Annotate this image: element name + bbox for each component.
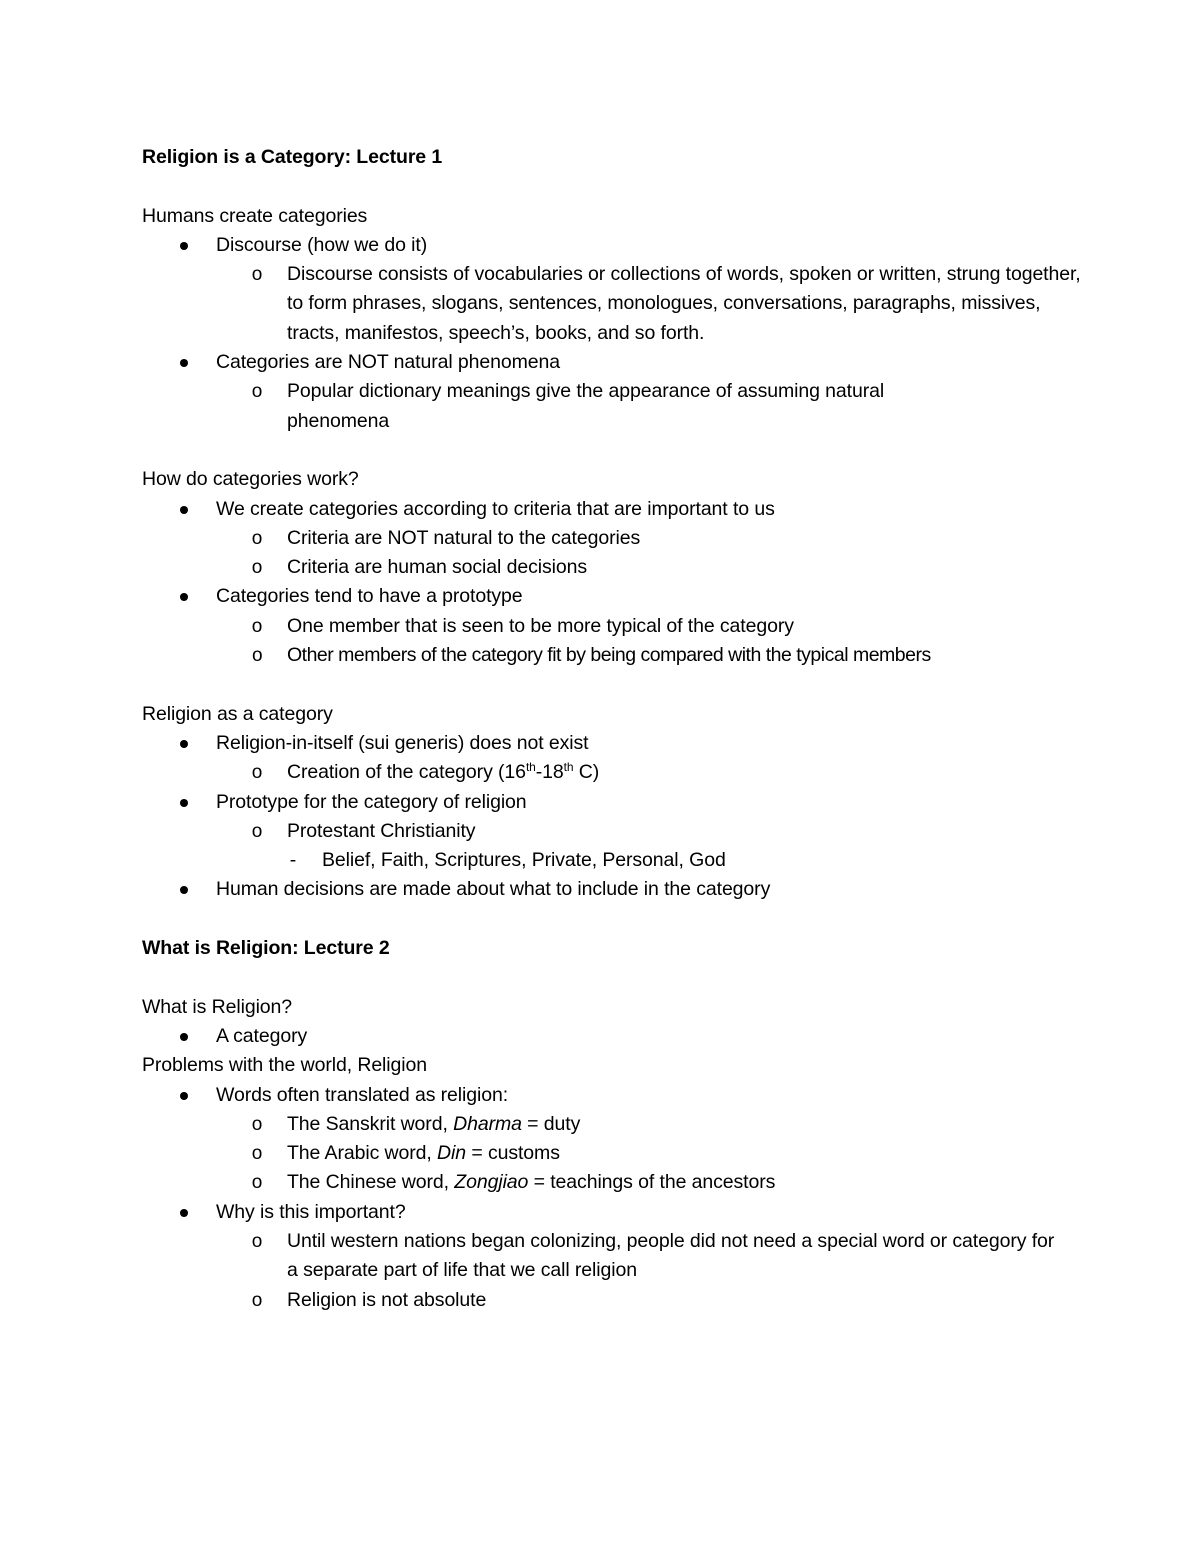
list-item (142, 729, 1082, 758)
circle-bullet-icon: o (251, 381, 263, 403)
sub-list-item (142, 641, 1082, 670)
list-item (142, 1198, 1082, 1227)
bullet-icon (180, 593, 188, 601)
sub-list-item (142, 524, 1082, 553)
list-item-text: Categories tend to have a prototype (216, 585, 523, 608)
circle-bullet-icon: o (251, 1230, 263, 1252)
sub-list-item (142, 758, 1082, 787)
spacer (142, 172, 1082, 201)
list-item (142, 875, 1082, 904)
text-part: The Arabic word, (287, 1142, 438, 1165)
dash-list-item-text: Belief, Faith, Scriptures, Private, Personal, God (322, 849, 726, 872)
sub-list-item-text (287, 1171, 775, 1193)
sub-list-item-text: Religion is not absolute (287, 1288, 487, 1311)
circle-bullet-icon: o (251, 820, 263, 842)
list-item (142, 348, 1082, 377)
bullet-icon (180, 1209, 188, 1217)
bullet-icon (180, 740, 188, 748)
spacer (142, 905, 1082, 934)
sub-list-item-text: Popular dictionary meanings give the appearance of assuming natural phenomena (287, 380, 885, 432)
sub-list-item-text: Protestant Christianity (287, 819, 476, 842)
list-item-text: Words often translated as religion: (216, 1083, 509, 1106)
bullet-icon (180, 242, 188, 250)
text-part: = customs (466, 1142, 560, 1165)
circle-bullet-icon: o (251, 1113, 263, 1135)
text-part: -18 (535, 761, 564, 784)
sub-list-item (142, 817, 1082, 846)
bullet-icon (180, 886, 188, 894)
document-page (142, 143, 1082, 1315)
list-item (142, 231, 1082, 260)
circle-bullet-icon: o (251, 527, 263, 549)
section-heading: Problems with the world, Religion (142, 1054, 427, 1077)
circle-bullet-icon: o (251, 557, 263, 579)
text-part: The Chinese word, (287, 1171, 455, 1194)
bullet-icon (180, 506, 188, 514)
superscript: th (563, 760, 574, 775)
foreign-term: Dharma (453, 1112, 522, 1135)
section-heading: What is Religion? (142, 995, 293, 1018)
list-item-text: Why is this important? (216, 1200, 406, 1223)
sub-list-item-text: Criteria are NOT natural to the categories (287, 526, 641, 549)
bullet-icon (180, 359, 188, 367)
text-part: C) (573, 761, 600, 784)
section-heading: How do categories work? (142, 468, 359, 491)
list-item (142, 582, 1082, 611)
sub-list-item-text (287, 761, 599, 783)
bullet-icon (180, 1033, 188, 1041)
list-item-text: Categories are NOT natural phenomena (216, 351, 560, 374)
foreign-term: Zongjiao (454, 1171, 529, 1194)
text-part: The Sanskrit word, (287, 1112, 454, 1135)
list-item-text: Discourse (how we do it) (216, 233, 428, 256)
circle-bullet-icon: o (251, 264, 263, 286)
sub-list-item-text (287, 1142, 560, 1164)
sub-list-item (142, 1139, 1082, 1168)
dash-list-item (142, 846, 1082, 875)
sub-list-item-text: Criteria are human social decisions (287, 556, 587, 579)
sub-list-item-text: Other members of the category fit by being compared with the typical members (287, 644, 931, 667)
spacer (142, 963, 1082, 992)
sub-list-item (142, 1168, 1082, 1197)
section-heading: Humans create categories (142, 204, 368, 227)
circle-bullet-icon: o (251, 1289, 263, 1311)
sub-list-item-text (287, 1113, 580, 1135)
lecture-1-title: Religion is a Category: Lecture 1 (142, 146, 443, 168)
sub-list-item (142, 612, 1082, 641)
list-item-text: A category (216, 1024, 308, 1047)
text-part: Creation of the category (16 (287, 761, 526, 784)
list-item (142, 1022, 1082, 1051)
sub-list-item (142, 260, 1082, 348)
superscript: th (525, 760, 536, 775)
spacer (142, 436, 1082, 465)
sub-list-item (142, 1110, 1082, 1139)
list-item-text: We create categories according to criteria that are important to us (216, 497, 775, 520)
circle-bullet-icon: o (251, 1143, 263, 1165)
circle-bullet-icon: o (251, 1172, 263, 1194)
list-item (142, 495, 1082, 524)
sub-list-item-text: Until western nations began colonizing, people did not need a special word or category for a separate part of life that we call religion (287, 1229, 1055, 1282)
circle-bullet-icon: o (251, 762, 263, 784)
sub-list-item (142, 377, 967, 436)
lecture-2-title: What is Religion: Lecture 2 (142, 937, 390, 960)
circle-bullet-icon: o (251, 645, 263, 667)
bullet-icon (180, 1092, 188, 1100)
list-item (142, 1081, 1082, 1110)
section-heading: Religion as a category (142, 702, 333, 725)
text-part: = teachings of the ancestors (528, 1171, 776, 1194)
sub-list-item (142, 1286, 1082, 1315)
dash-bullet-icon: - (289, 849, 297, 872)
list-item-text: Prototype for the category of religion (216, 790, 527, 813)
sub-list-item-text: Discourse consists of vocabularies or collections of words, spoken or written, strung together, to form phrases, slogans, sentences, monologues, conversations, paragraphs, missives, tracts, manifestos, speech’s, books, and so forth. (287, 263, 1081, 344)
sub-list-item (142, 553, 1082, 582)
foreign-term: Din (437, 1142, 467, 1165)
list-item-text: Religion-in-itself (sui generis) does not exist (216, 731, 589, 754)
spacer (142, 670, 1082, 699)
circle-bullet-icon: o (251, 615, 263, 637)
sub-list-item (142, 1227, 1057, 1286)
text-part: = duty (521, 1112, 581, 1135)
sub-list-item-text: One member that is seen to be more typical of the category (287, 614, 794, 637)
bullet-icon (180, 799, 188, 807)
list-item (142, 788, 1082, 817)
list-item-text: Human decisions are made about what to include in the category (216, 878, 771, 901)
